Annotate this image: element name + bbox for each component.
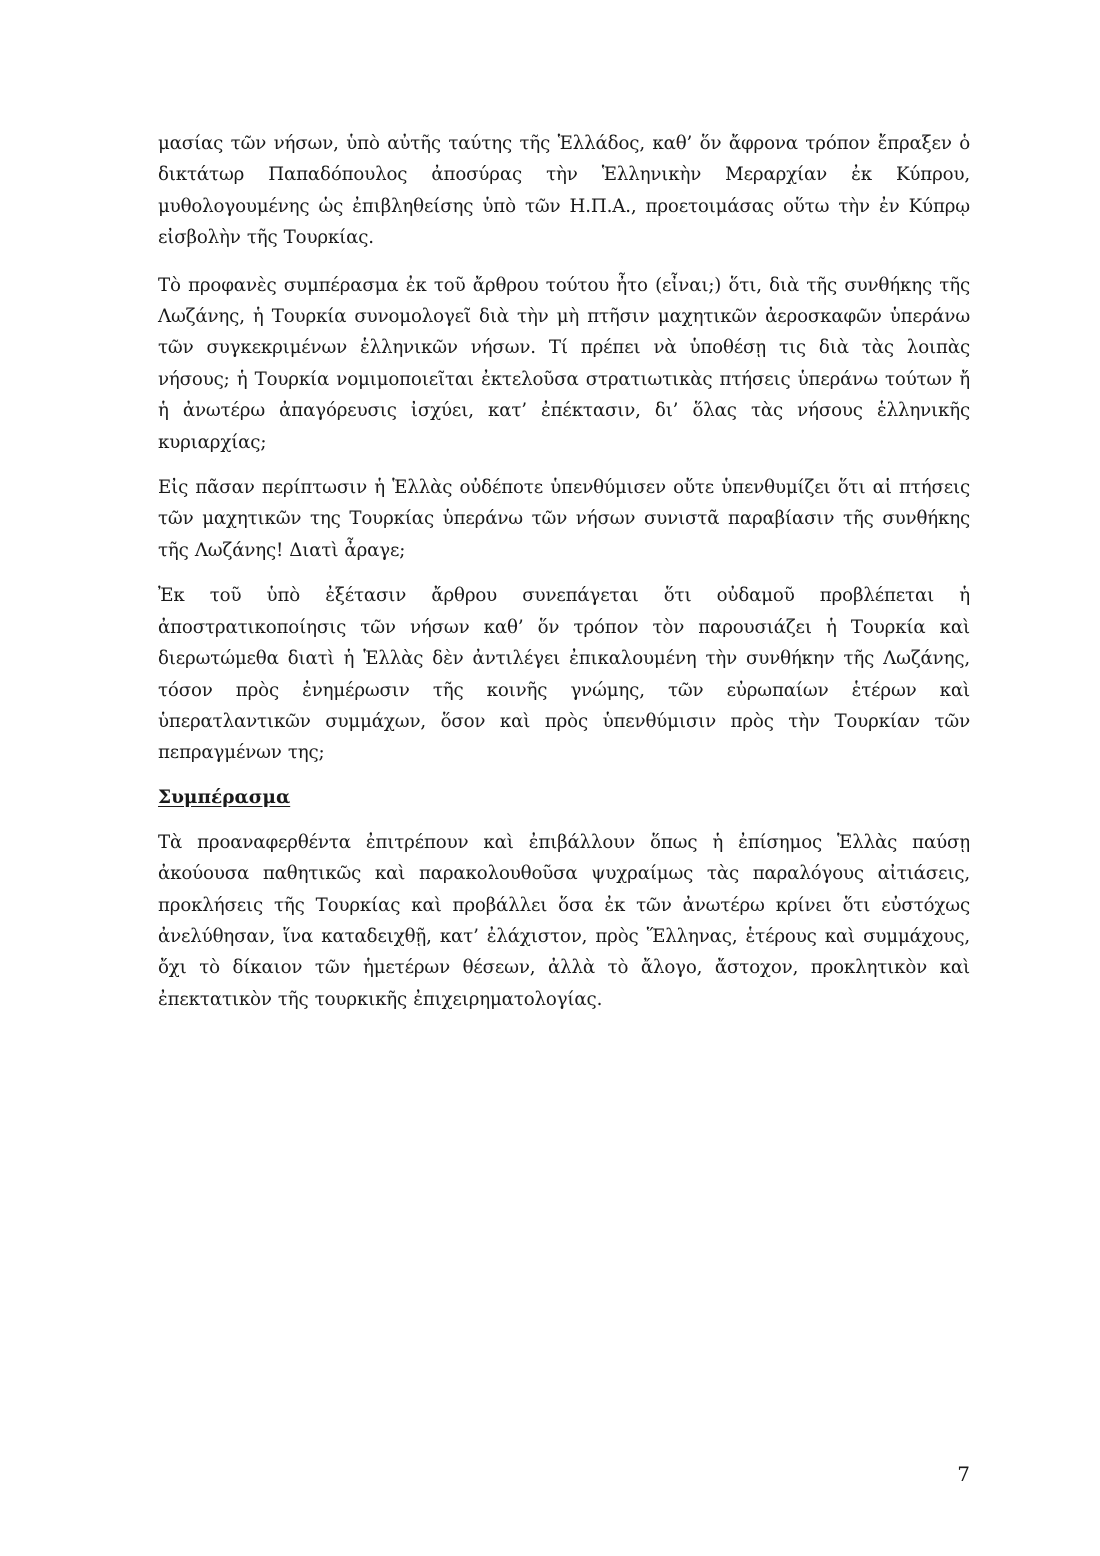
paragraph-continuation: μασίας τῶν νήσων, ὑπὸ αὐτῆς ταύτης τῆς Ἑλλάδος, καθ’ ὅν ἄφρονα τρόπον ἔπραξεν ὁ δικτάτωρ Παπαδόπουλος ἀποσύρας τὴν Ἑλληνικὴν Μεραρχίαν ἐκ Κύπρου, μυθολογουμένης ὡς ἐπιβληθείσης ὑπὸ τῶν Η.Π.Α., προετοιμάσας οὕτω τὴν ἐν Κύπρῳ εἰσβολὴν τῆς Τουρκίας. [158,133,970,249]
section-heading-conclusion: Συμπέρασμα [158,786,291,808]
paragraph-conclusion: Τὰ προαναφερθέντα ἐπιτρέπουν καὶ ἐπιβάλλουν ὅπως ἡ ἐπίσημος Ἑλλὰς παύσῃ ἀκούουσα παθητικῶς καὶ παρακολουθοῦσα ψυχραίμως τὰς παραλόγους αἰτιάσεις, προκλήσεις τῆς Τουρκίας καὶ προβάλλει ὅσα ἐκ τῶν ἀνωτέρω κρίνει ὅτι εὐστόχως ἀνελύθησαν, ἵνα καταδειχθῇ, κατ’ ἐλάχιστον, πρὸς Ἕλληνας, ἑτέρους καὶ συμμάχους, ὄχι τὸ δίκαιον τῶν ἡμετέρων θέσεων, ἀλλὰ τὸ ἄλογο, ἄστοχον, προκλητικὸν καὶ ἐπεκτατικὸν τῆς τουρκικῆς ἐπιχειρηματολογίας. [158,831,970,1010]
document-body [158,128,970,1029]
page-number: 7 [957,1462,970,1486]
paragraph-demilitarization: Ἐκ τοῦ ὑπὸ ἐξέτασιν ἄρθρου συνεπάγεται ὅτι οὐδαμοῦ προβλέπεται ἡ ἀποστρατικοποίησις τῶν νήσων καθ’ ὅν τρόπον τὸν παρουσιάζει ἡ Τουρκία καὶ διερωτώμεθα διατὶ ἡ Ἑλλὰς δὲν ἀντιλέγει ἐπικαλουμένη τὴν συνθήκην τῆς Λωζάνης, τόσον πρὸς ἐνημέρωσιν τῆς κοινῆς γνώμης, τῶν εὐρωπαίων ἑτέρων καὶ ὑπερατλαντικῶν συμμάχων, ὅσον καὶ πρὸς ὑπενθύμισιν πρὸς τὴν Τουρκίαν τῶν πεπραγμένων της; [158,585,970,764]
paragraph-flights-reminder: Εἰς πᾶσαν περίπτωσιν ἡ Ἑλλὰς οὐδέποτε ὑπενθύμισεν οὔτε ὑπενθυμίζει ὅτι αἱ πτήσεις τῶν μαχητικῶν της Τουρκίας ὑπεράνω τῶν νήσων συνιστᾶ παραβίασιν τῆς συνθήκης τῆς Λωζάνης! Διατὶ ἆραγε; [158,477,970,561]
paragraph-lausanne-conclusion: Τὸ προφανὲς συμπέρασμα ἐκ τοῦ ἄρθρου τούτου ἦτο (εἶναι;) ὅτι, διὰ τῆς συνθήκης τῆς Λωζάνης, ἡ Τουρκία συνομολογεῖ διὰ τὴν μὴ πτῆσιν μαχητικῶν ἀεροσκαφῶν ὑπεράνω τῶν συγκεκριμένων ἑλληνικῶν νήσων. Τί πρέπει νὰ ὑποθέσῃ τις διὰ τὰς λοιπὰς νήσους; ἡ Τουρκία νομιμοποιεῖται ἐκτελοῦσα στρατιωτικὰς πτήσεις ὑπεράνω τούτων ἤ ἡ ἀνωτέρω ἀπαγόρευσις ἰσχύει, κατ’ ἐπέκτασιν, δι’ ὅλας τὰς νήσους ἑλληνικῆς κυριαρχίας; [158,274,970,453]
